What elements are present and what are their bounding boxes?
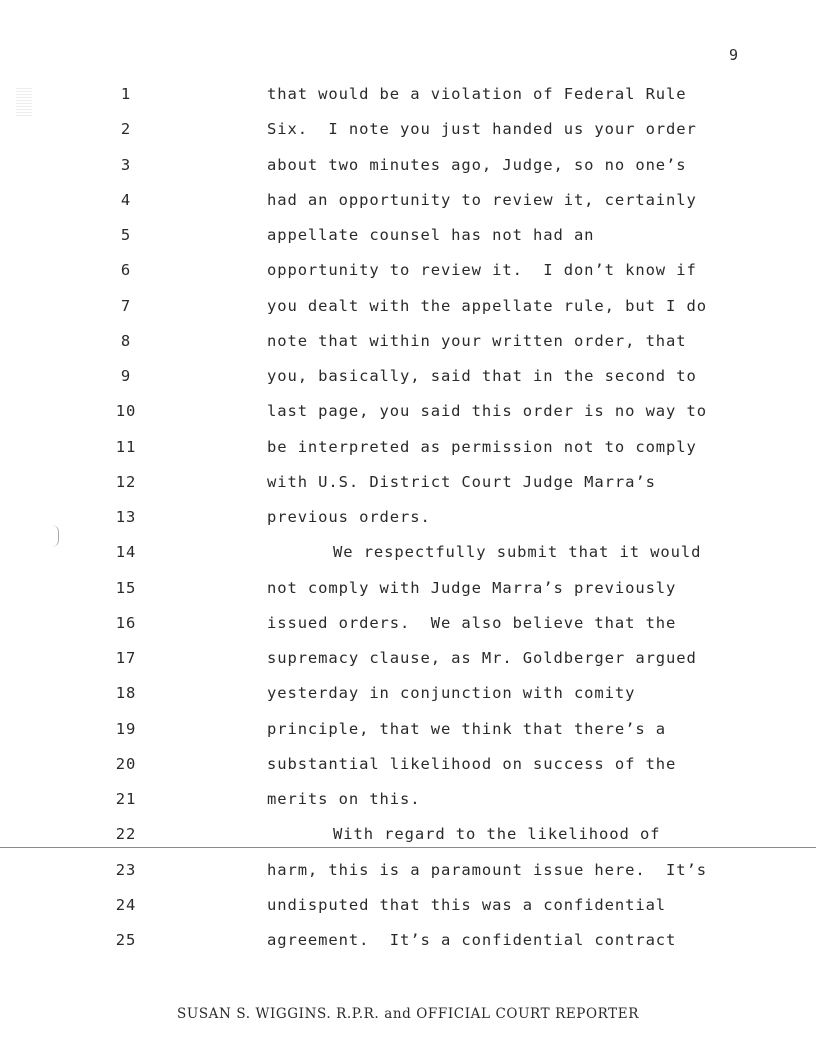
line-text: about two minutes ago, Judge, so no one’s [267, 155, 687, 174]
transcript-line [0, 402, 816, 422]
transcript-line [0, 614, 816, 634]
line-number: 23 [115, 860, 137, 879]
line-number: 11 [115, 437, 137, 456]
line-text: undisputed that this was a confidential [267, 895, 667, 914]
line-number: 20 [115, 754, 137, 773]
transcript-line [0, 438, 816, 458]
line-number: 25 [115, 931, 137, 949]
transcript-line [0, 720, 816, 740]
transcript-line [0, 931, 816, 951]
line-number: 12 [115, 472, 137, 491]
line-number: 14 [115, 543, 137, 562]
line-text: principle, that we think that there’s a [267, 719, 667, 738]
line-number: 21 [115, 790, 137, 808]
line-number: 19 [115, 719, 137, 738]
transcript-line [0, 790, 816, 810]
page-number: 9 [729, 46, 739, 64]
transcript-line [0, 473, 816, 493]
line-number: 17 [115, 649, 137, 667]
line-text: you, basically, said that in the second to [267, 367, 697, 385]
transcript-line [0, 755, 816, 775]
line-number: 3 [120, 155, 132, 174]
line-text: be interpreted as permission not to comply [267, 437, 697, 456]
line-text: harm, this is a paramount issue here. It’s [267, 860, 707, 879]
line-number: 4 [120, 190, 132, 209]
line-number: 13 [115, 508, 137, 526]
transcript-line [0, 120, 816, 140]
transcript-line [0, 684, 816, 704]
transcript-line [0, 896, 816, 916]
horizontal-rule [0, 847, 816, 848]
line-text: had an opportunity to review it, certainly [267, 190, 697, 209]
line-text: merits on this. [267, 790, 421, 808]
line-text: with U.S. District Court Judge Marra’s [267, 472, 656, 491]
line-text: opportunity to review it. I don’t know if [267, 261, 697, 280]
line-text: agreement. It’s a confidential contract [267, 931, 677, 949]
line-text: Six. I note you just handed us your order [267, 120, 697, 139]
line-number: 9 [120, 367, 132, 385]
line-number: 1 [120, 85, 132, 103]
transcript-line [0, 508, 816, 528]
line-number: 24 [115, 895, 137, 914]
transcript-line [0, 861, 816, 881]
line-number: 7 [120, 296, 132, 315]
line-number: 2 [120, 120, 132, 139]
transcript-line [0, 261, 816, 281]
line-number: 18 [115, 684, 137, 703]
line-text: you dealt with the appellate rule, but I do [267, 296, 707, 315]
line-text: note that within your written order, that [267, 331, 687, 350]
line-text: yesterday in conjunction with comity [267, 684, 636, 703]
line-text: issued orders. We also believe that the [267, 613, 677, 632]
transcript-line [0, 85, 816, 105]
line-number: 15 [115, 578, 137, 597]
line-text: We respectfully submit that it would [333, 543, 702, 562]
line-text: that would be a violation of Federal Rule [267, 85, 687, 103]
line-number: 5 [120, 226, 132, 244]
line-text: supremacy clause, as Mr. Goldberger argued [267, 649, 697, 667]
transcript-line [0, 156, 816, 176]
line-text: last page, you said this order is no way to [267, 402, 707, 421]
line-text: With regard to the likelihood of [333, 825, 661, 844]
line-number: 6 [120, 261, 132, 280]
line-number: 10 [115, 402, 137, 421]
line-number: 22 [115, 825, 137, 844]
transcript-line [0, 297, 816, 317]
line-number: 16 [115, 613, 137, 632]
transcript-line [0, 543, 816, 563]
transcript-line [0, 579, 816, 599]
transcript-line [0, 332, 816, 352]
transcript-line [0, 226, 816, 246]
transcript-line [0, 825, 816, 845]
line-text: appellate counsel has not had an [267, 226, 595, 244]
line-text: not comply with Judge Marra’s previously [267, 578, 677, 597]
transcript-line [0, 367, 816, 387]
line-number: 8 [120, 331, 132, 350]
transcript-line [0, 191, 816, 211]
line-text: previous orders. [267, 508, 431, 526]
court-reporter-footer: SUSAN S. WIGGINS. R.P.R. and OFFICIAL COURT REPORTER [177, 1006, 639, 1022]
transcript-line [0, 649, 816, 669]
line-text: substantial likelihood on success of the [267, 754, 677, 773]
